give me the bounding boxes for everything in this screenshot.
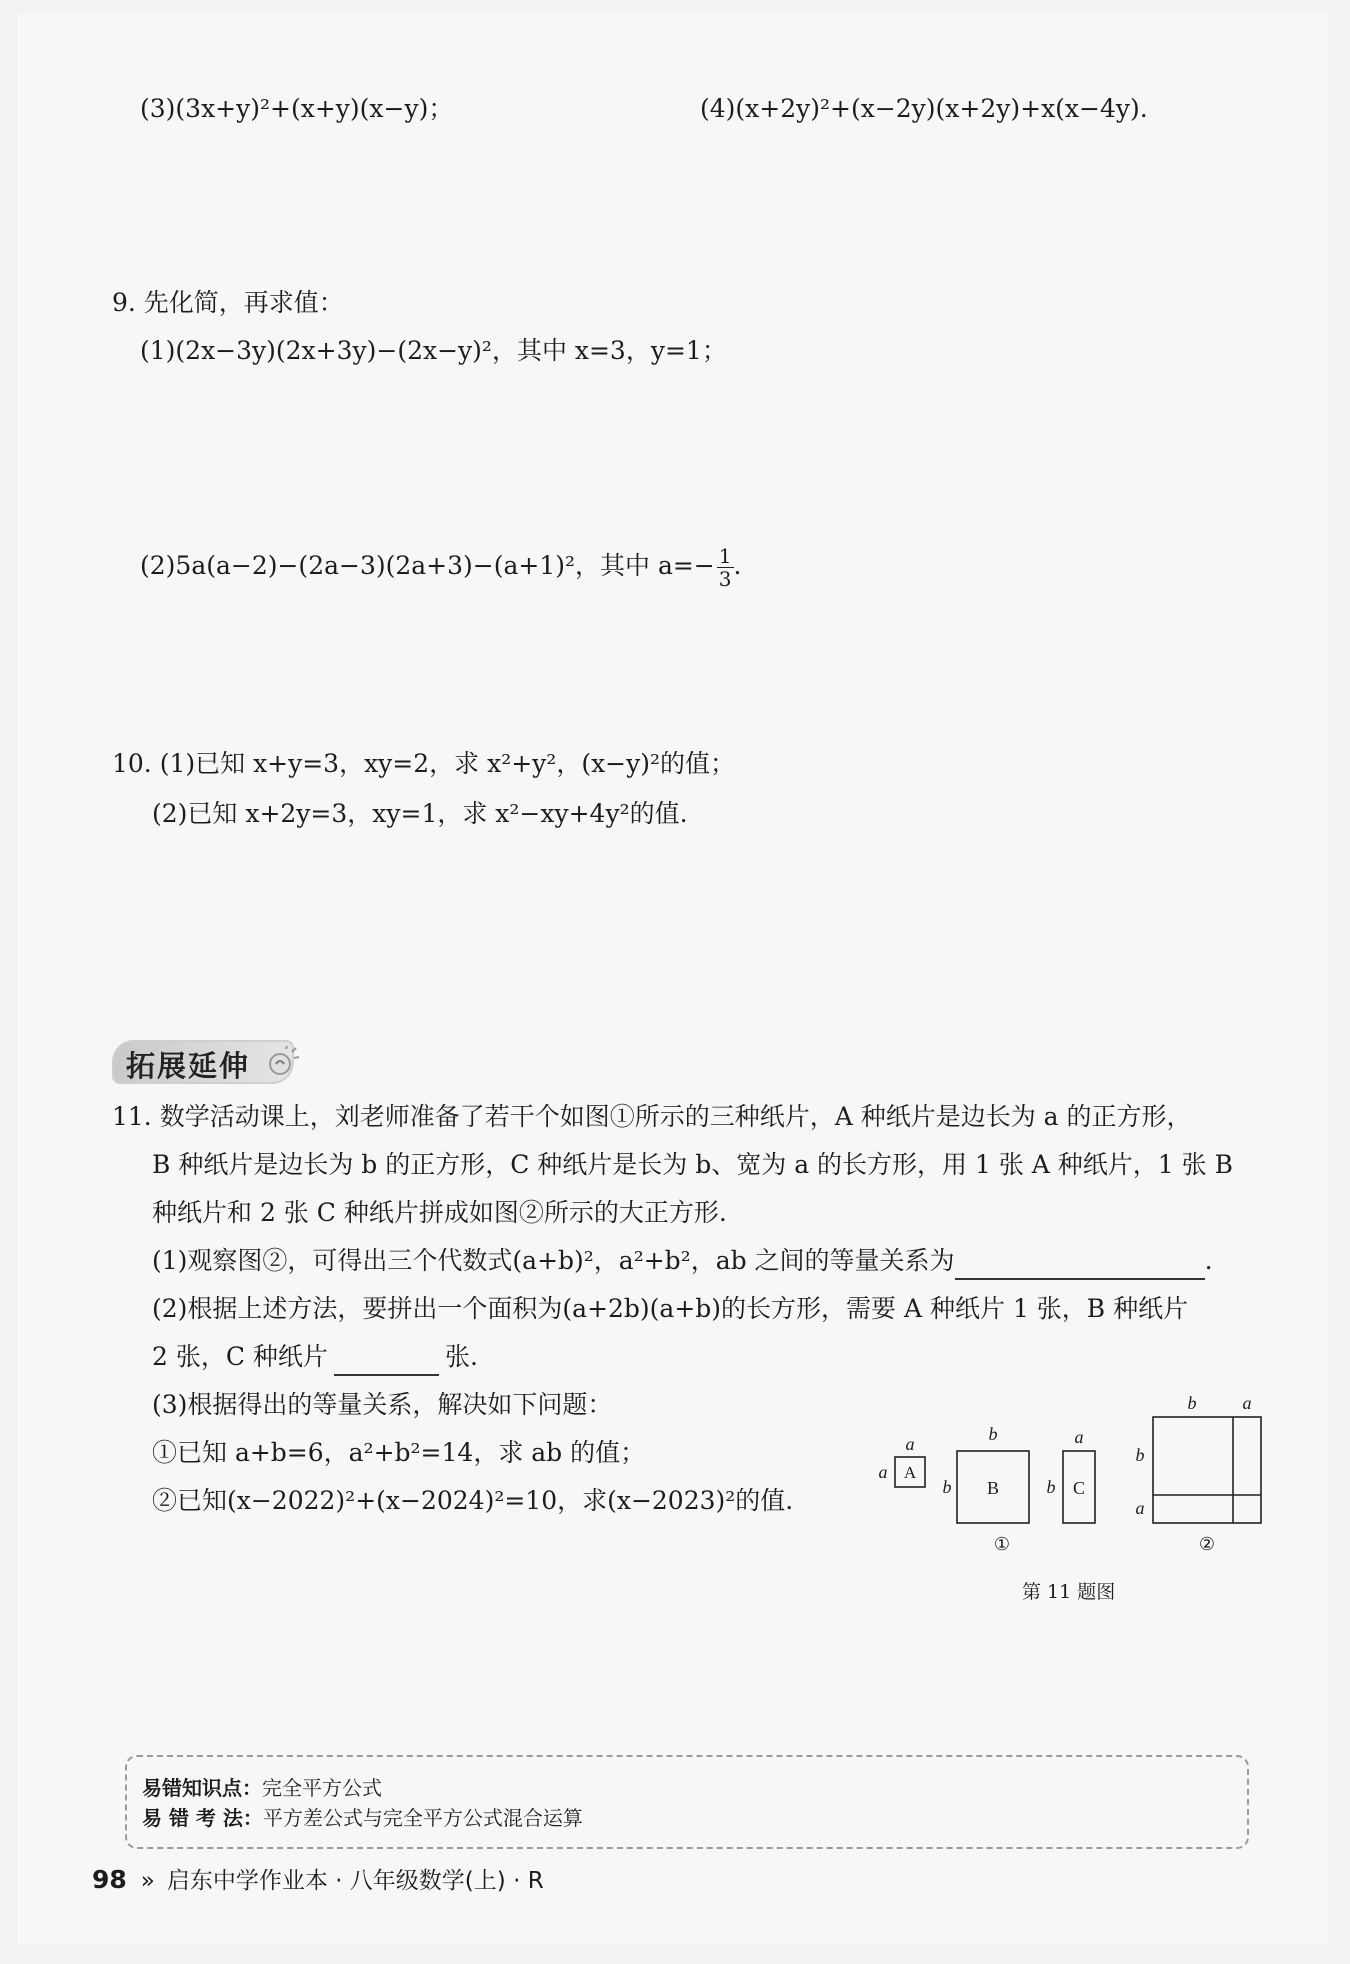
problem9-part2 <box>140 545 741 590</box>
fig2-top-a: a <box>1242 1393 1252 1413</box>
fig2-top-b: b <box>1187 1393 1197 1413</box>
fraction-numerator: 1 <box>718 544 732 568</box>
tip-error-value: 平方差公式与完全平方公式混合运算 <box>262 1806 583 1830</box>
chevron-right-icon: » <box>140 1868 155 1894</box>
piece-a-top-label: a <box>905 1434 915 1454</box>
problem11-line2: B 种纸片是边长为 b 的正方形，C 种纸片是长为 b、宽为 a 的长方形，用 1 张 A 种纸片，1 张 B <box>152 1150 1233 1179</box>
problem10-part2: (2)已知 x+2y=3，xy=1，求 x²−xy+4y²的值. <box>152 799 688 828</box>
problem9-part2-text: (2)5a(a−2)−(2a−3)(2a+3)−(a+1)²，其中 a=− <box>140 551 715 580</box>
problem11-q3-1: ①已知 a+b=6，a²+b²=14，求 ab 的值； <box>152 1438 646 1467</box>
tip-knowledge-label: 易错知识点： <box>142 1776 262 1800</box>
problem11-q2-post: 张. <box>444 1342 478 1371</box>
problem10-part1: 10. (1)已知 x+y=3，xy=2，求 x²+y²，(x−y)²的值； <box>112 749 736 778</box>
problem11-q2-pre: 2 张，C 种纸片 <box>152 1342 328 1371</box>
page-number: 98 <box>92 1865 127 1894</box>
section-title: 拓展延伸 <box>126 1049 251 1083</box>
answer-blank-q2[interactable] <box>334 1340 439 1376</box>
problem11-q1-text: (1)观察图②，可得出三个代数式(a+b)²，a²+b²，ab 之间的等量关系为 <box>152 1246 955 1275</box>
piece-b-top-label: b <box>988 1424 998 1444</box>
fraction-one-third <box>717 545 734 590</box>
tip-knowledge-point <box>142 1772 382 1801</box>
problem11-line3: 种纸片和 2 张 C 种纸片拼成如图②所示的大正方形. <box>152 1198 727 1227</box>
page-footer <box>92 1862 544 1895</box>
problem11-q2-line1: (2)根据上述方法，要拼出一个面积为(a+2b)(a+b)的长方形，需要 A 种纸片 1 张，B 种纸片 <box>152 1294 1189 1323</box>
lightbulb-icon <box>266 1046 300 1080</box>
tip-knowledge-value: 完全平方公式 <box>262 1776 382 1800</box>
piece-a-side-label: a <box>878 1462 888 1482</box>
piece-c-label: C <box>1072 1478 1086 1498</box>
problem11-q1 <box>152 1244 1213 1280</box>
figure1-label: ① <box>993 1534 1011 1554</box>
fig2-side-a: a <box>1135 1498 1145 1518</box>
piece-a-label: A <box>903 1463 917 1482</box>
figure2-label: ② <box>1198 1534 1216 1554</box>
problem11-line1: 11. 数学活动课上，刘老师准备了若干个如图①所示的三种纸片，A 种纸片是边长为 a 的正方形， <box>112 1102 1192 1131</box>
problem11-q3-2: ②已知(x−2022)²+(x−2024)²=10，求(x−2023)²的值. <box>152 1486 794 1515</box>
problem9-part2-end: . <box>733 551 742 580</box>
big-square <box>1153 1417 1261 1523</box>
book-title: 启东中学作业本 · 八年级数学(上) · R <box>166 1868 544 1894</box>
problem8-part4: (4)(x+2y)²+(x−2y)(x+2y)+x(x−4y). <box>700 94 1148 123</box>
tip-error-label: 易 错 考 法： <box>142 1806 263 1830</box>
piece-b-side-label: b <box>942 1477 952 1497</box>
piece-c-side-label: b <box>1046 1477 1056 1497</box>
piece-c-top-label: a <box>1074 1427 1084 1447</box>
problem11-q2-line2 <box>152 1340 478 1376</box>
problem8-part3: (3)(3x+y)²+(x+y)(x−y)； <box>140 94 454 123</box>
fraction-denominator: 3 <box>718 567 732 591</box>
figure-caption: 第 11 题图 <box>1022 1581 1116 1603</box>
tip-error-method <box>142 1802 583 1831</box>
problem9-part1: (1)(2x−3y)(2x+3y)−(2x−y)²，其中 x=3，y=1； <box>140 336 727 365</box>
answer-blank-q1[interactable] <box>955 1244 1205 1280</box>
piece-b-label: B <box>986 1478 1000 1498</box>
problem11-q3: (3)根据得出的等量关系，解决如下问题： <box>152 1390 613 1419</box>
problem11-q1-end: . <box>1204 1246 1213 1275</box>
fig2-side-b: b <box>1135 1445 1145 1465</box>
problem9-title: 9. 先化简，再求值： <box>112 288 344 317</box>
